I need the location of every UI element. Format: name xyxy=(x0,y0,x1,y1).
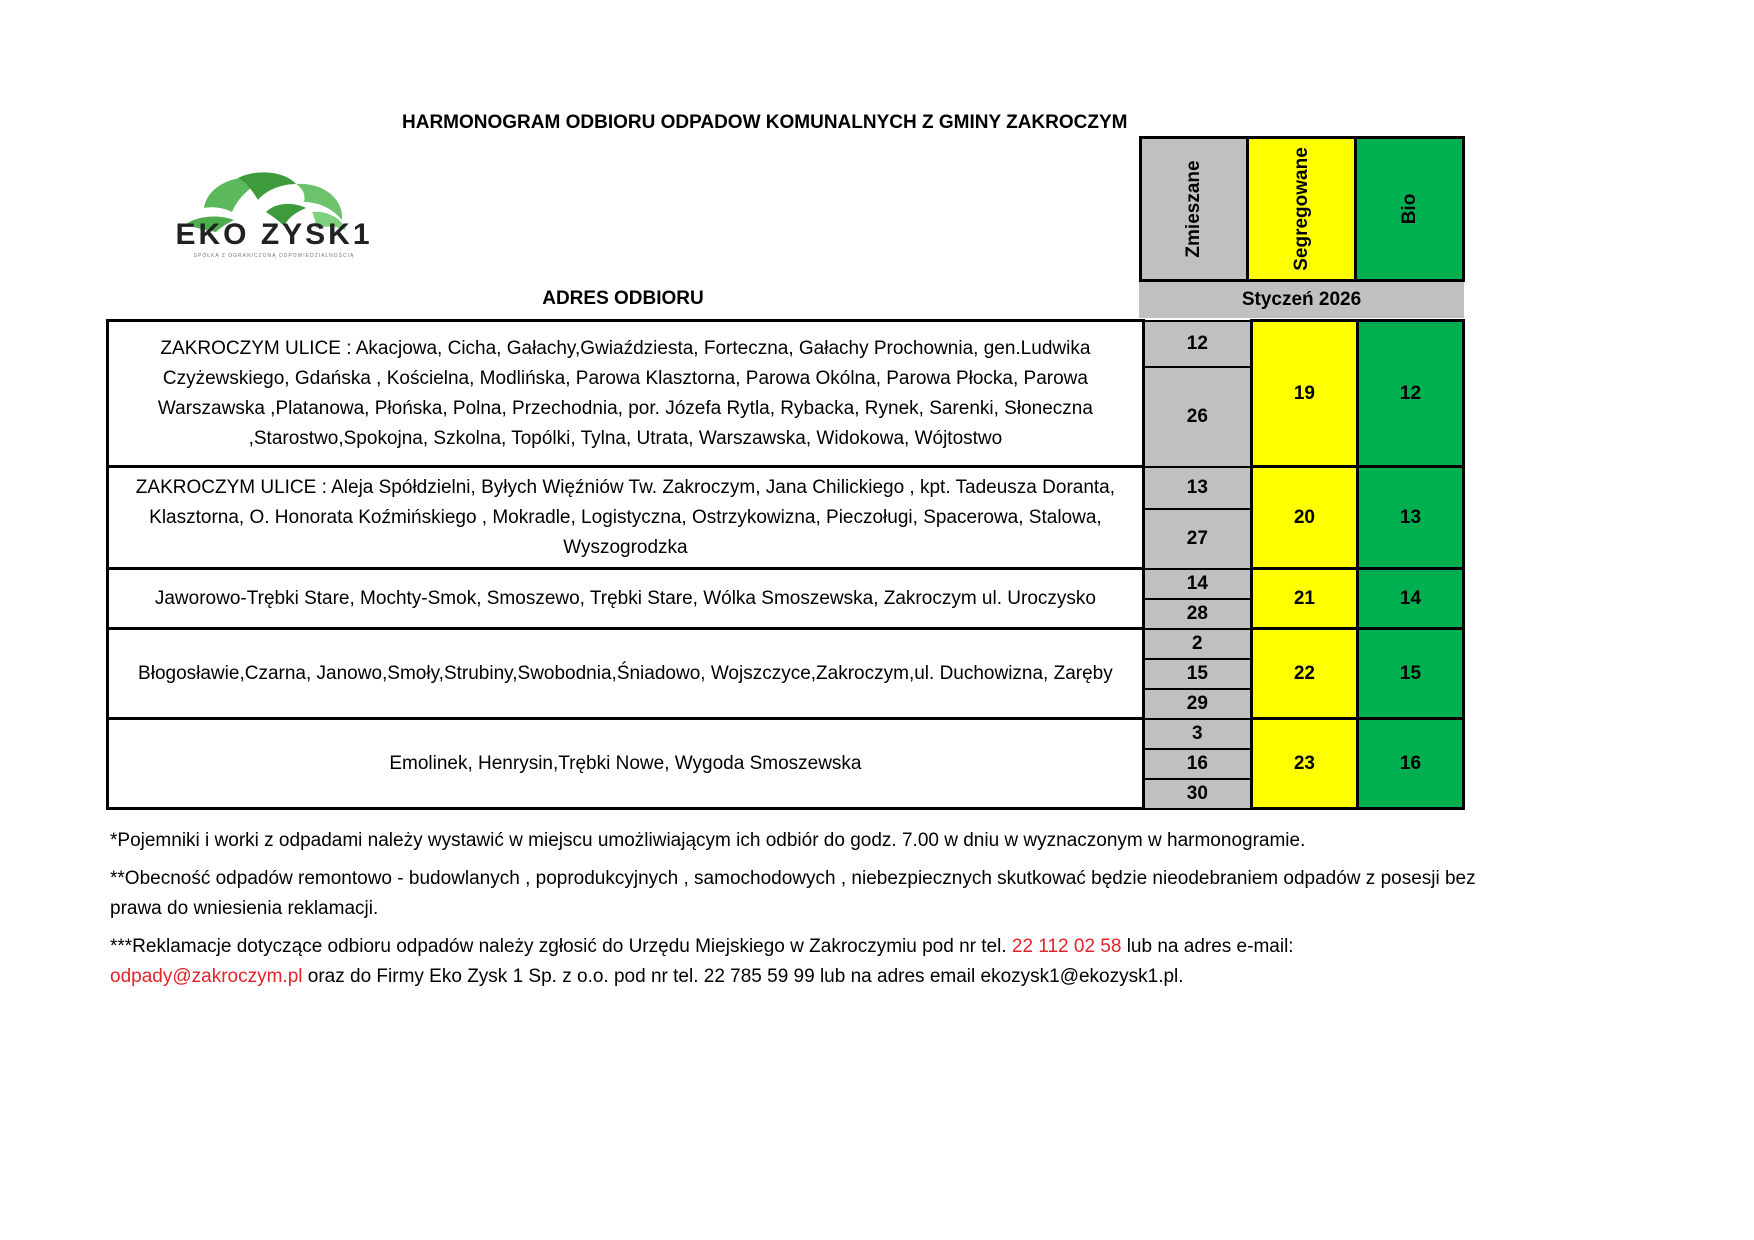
mixed-date: 28 xyxy=(1143,599,1251,629)
bio-date: 16 xyxy=(1357,719,1463,809)
segregated-date: 22 xyxy=(1251,629,1357,719)
page-title: HARMONOGRAM ODBIORU ODPADOW KOMUNALNYCH Z GMINY ZAKROCZYM xyxy=(402,112,1128,133)
table-row xyxy=(108,629,1464,659)
address-cell: ZAKROCZYM ULICE : Akacjowa, Cicha, Gałachy,Gwiaździesta, Forteczna, Gałachy Prochownia, gen.Ludwika Czyżewskiego, Gdańska , Kościelna, Modlińska, Parowa Klasztorna, Parowa Okólna, Parowa Płocka, Parowa Warszawska ,Platanowa, Płońska, Polna, Przechodnia, por. Józefa Rytla, Rybacka, Rynek, Sarenki, Słoneczna ,Starostwo,Spokojna, Szkolna, Topólki, Tylna, Utrata, Warszawska, Widokowa, Wójtostwo xyxy=(108,321,1144,467)
column-header-segregated-label: Segregowane xyxy=(1290,147,1312,271)
note-3 xyxy=(110,932,1510,992)
segregated-date: 23 xyxy=(1251,719,1357,809)
column-header-mixed-label: Zmieszane xyxy=(1183,160,1204,258)
mixed-date: 15 xyxy=(1143,659,1251,689)
column-header-bio-label: Bio xyxy=(1398,193,1420,225)
column-header-mixed xyxy=(1139,136,1249,282)
mixed-date: 13 xyxy=(1143,467,1251,509)
segregated-date: 19 xyxy=(1251,321,1357,467)
note-1: *Pojemniki i worki z odpadami należy wystawić w miejscu umożliwiającym ich odbiór do godz. 7.00 w dniu w wyznaczonym w harmonogramie. xyxy=(110,830,1306,851)
logo-text: EKO ZYSK1 xyxy=(175,218,373,251)
bio-date: 12 xyxy=(1357,321,1463,467)
segregated-date: 21 xyxy=(1251,569,1357,629)
email-link[interactable]: odpady@zakroczym.pl xyxy=(110,966,303,987)
mixed-date: 30 xyxy=(1143,779,1251,809)
address-header: ADRES ODBIORU xyxy=(542,288,704,309)
address-cell: Emolinek, Henrysin,Trębki Nowe, Wygoda Smoszewska xyxy=(108,719,1144,809)
table-row xyxy=(108,467,1464,509)
note-3-text-c: oraz do Firmy Eko Zysk 1 Sp. z o.o. pod nr tel. 22 785 59 99 lub na adres email ekozysk1@ekozysk1.pl. xyxy=(302,966,1184,987)
bio-date: 14 xyxy=(1357,569,1463,629)
mixed-date: 14 xyxy=(1143,569,1251,599)
mixed-date: 12 xyxy=(1143,321,1251,367)
bio-date: 13 xyxy=(1357,467,1463,569)
column-header-bio xyxy=(1354,136,1465,282)
table-row xyxy=(108,569,1464,599)
month-label: Styczeń 2026 xyxy=(1139,282,1464,318)
note-3-text-b: lub na adres e-mail: xyxy=(1121,936,1294,957)
notes-section xyxy=(110,826,1510,1000)
mixed-date: 26 xyxy=(1143,367,1251,467)
mixed-date: 2 xyxy=(1143,629,1251,659)
address-cell: ZAKROCZYM ULICE : Aleja Spółdzielni, Byłych Więźniów Tw. Zakroczym, Jana Chilickiego , kpt. Tadeusza Doranta, Klasztorna, O. Honorata Koźmińskiego , Mokradle, Logistyczna, Ostrzykowizna, Pieczoługi, Spacerowa, Stalowa, Wyszogrodzka xyxy=(108,467,1144,569)
schedule-table xyxy=(106,319,1465,810)
eko-zysk-logo xyxy=(146,168,402,260)
table-row xyxy=(108,719,1464,749)
segregated-date: 20 xyxy=(1251,467,1357,569)
mixed-date: 16 xyxy=(1143,749,1251,779)
mixed-date: 3 xyxy=(1143,719,1251,749)
logo-tagline: SPÓŁKA Z OGRANICZONĄ ODPOWIEDZIALNOŚCIĄ xyxy=(193,253,355,259)
phone-number: 22 112 02 58 xyxy=(1011,936,1122,957)
mixed-date: 29 xyxy=(1143,689,1251,719)
bio-date: 15 xyxy=(1357,629,1463,719)
address-cell: Jaworowo-Trębki Stare, Mochty-Smok, Smoszewo, Trębki Stare, Wólka Smoszewska, Zakroczym ul. Uroczysko xyxy=(108,569,1144,629)
column-header-segregated xyxy=(1246,136,1357,282)
address-cell: Błogosławie,Czarna, Janowo,Smoły,Strubiny,Swobodnia,Śniadowo, Wojszczyce,Zakroczym,ul. Duchowizna, Zaręby xyxy=(108,629,1144,719)
note-3-text-a: ***Reklamacje dotyczące odbioru odpadów należy zgłosić do Urzędu Miejskiego w Zakroczymiu pod nr tel. xyxy=(110,936,1012,957)
table-row xyxy=(108,321,1464,367)
note-2: **Obecność odpadów remontowo - budowlanych , poprodukcyjnych , samochodowych , niebezpiecznych skutkować będzie nieodebraniem odpadów z posesji bez prawa do wniesienia reklamacji. xyxy=(110,868,1476,919)
mixed-date: 27 xyxy=(1143,509,1251,569)
